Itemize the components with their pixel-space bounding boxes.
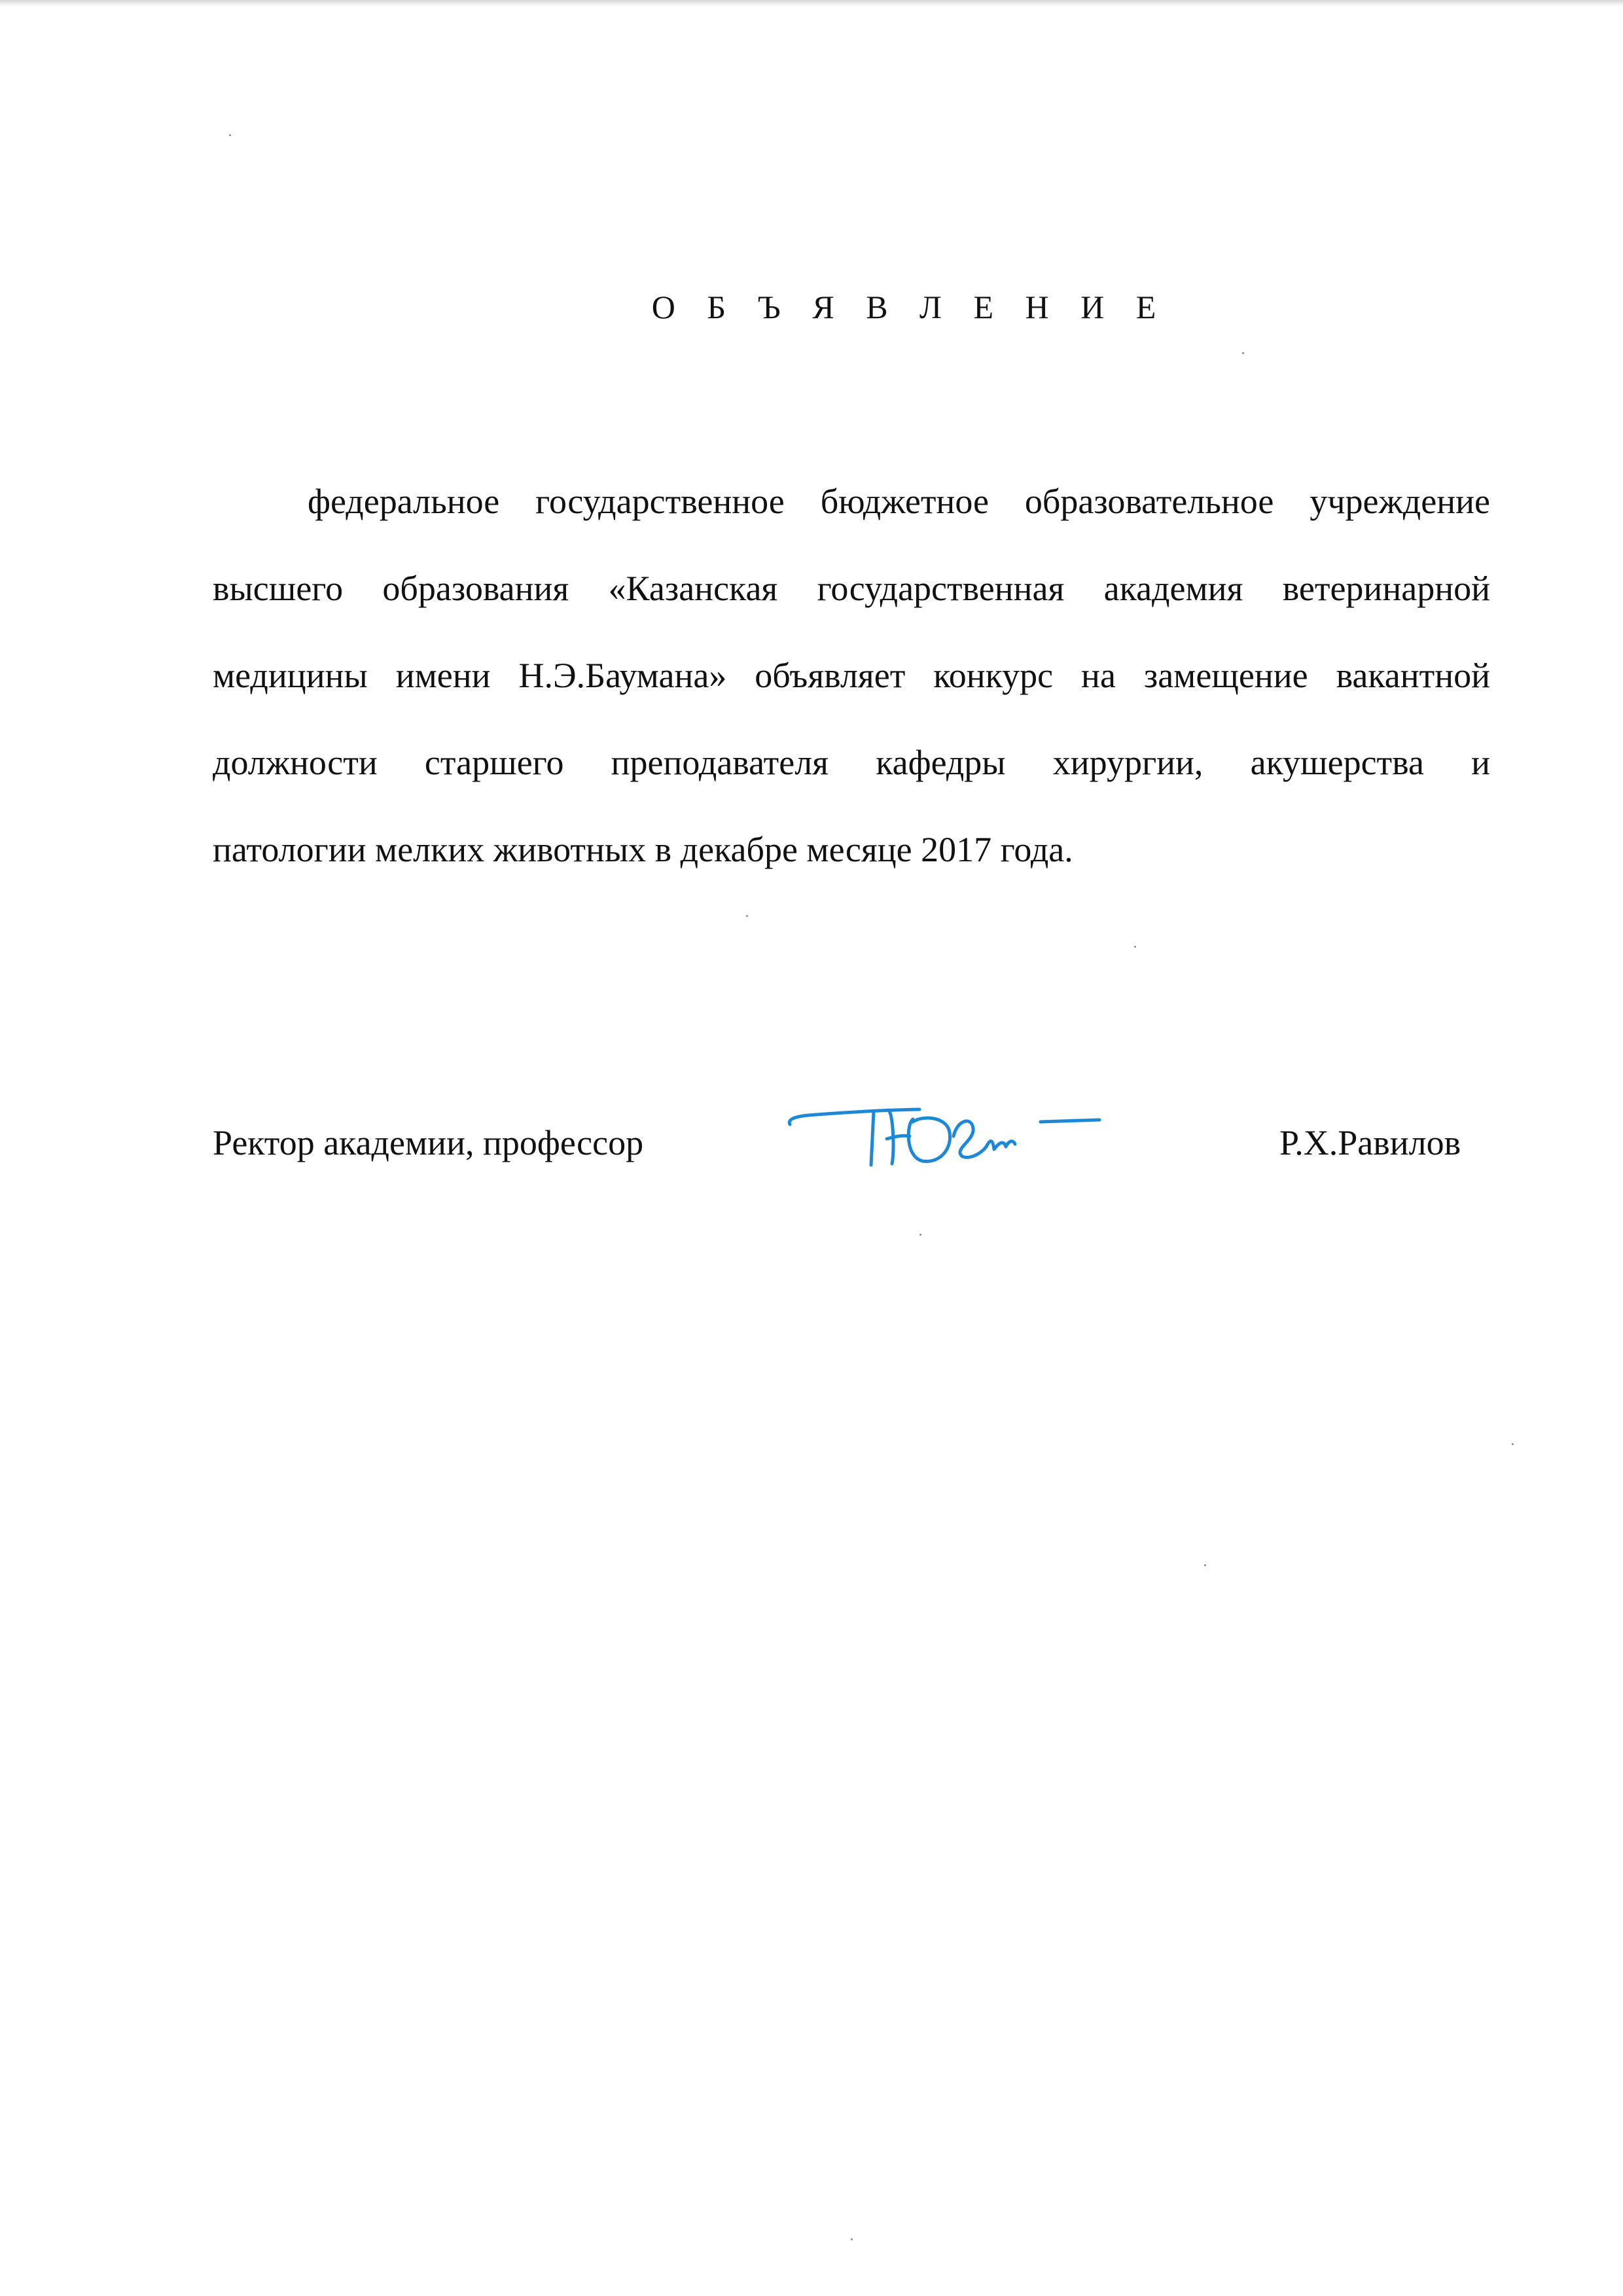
handwritten-signature xyxy=(782,1073,1162,1178)
signatory-name: Р.Х.Равилов xyxy=(1279,1123,1461,1162)
body-line: высшего образования «Казанская государственная академия ветеринарной xyxy=(213,569,1490,608)
scan-speck xyxy=(229,134,231,136)
signatory-position: Ректор академии, профессор xyxy=(213,1123,644,1162)
scan-speck xyxy=(1134,946,1136,948)
body-line: медицины имени Н.Э.Баумана» объявляет конкурс на замещение вакантной xyxy=(213,656,1490,695)
scan-speck xyxy=(851,2238,853,2240)
announcement-body xyxy=(213,458,1490,893)
document-title: О Б Ъ Я В Л Е Н И Е xyxy=(651,289,1168,325)
body-line: федеральное государственное бюджетное образовательное учреждение xyxy=(308,482,1490,521)
scan-edge xyxy=(0,0,1623,7)
body-line: должности старшего преподавателя кафедры хирургии, акушерства и xyxy=(213,743,1490,782)
scan-speck xyxy=(1204,1564,1206,1566)
scan-speck xyxy=(746,915,748,917)
scan-speck xyxy=(919,1234,921,1236)
body-line: патологии мелких животных в декабре месяце 2017 года. xyxy=(213,830,1073,869)
scan-speck xyxy=(1242,352,1244,354)
scan-speck xyxy=(1512,1443,1514,1445)
